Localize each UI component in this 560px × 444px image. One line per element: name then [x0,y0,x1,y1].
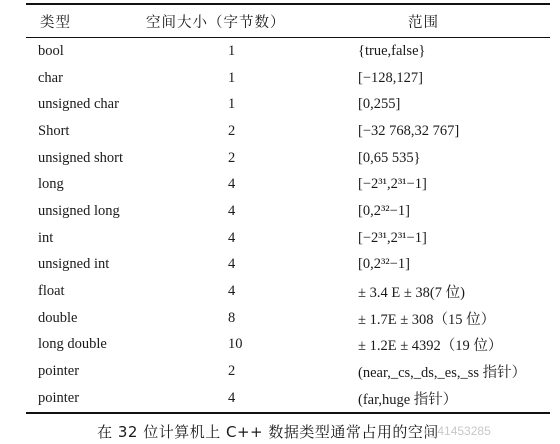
cell-type: long [38,176,64,193]
cell-type: unsigned int [38,256,110,273]
table-row [26,171,550,198]
table-row [26,278,550,305]
cell-size: 4 [228,283,236,300]
cell-range: (near,_cs,_ds,_es,_ss 指针） [358,365,527,382]
cell-size: 4 [228,229,236,246]
table-row [26,305,550,332]
cell-size: 1 [228,96,236,113]
table-row [26,385,550,413]
header-size: 空间大小（字节数） [146,4,336,38]
cell-size: 4 [146,385,336,413]
cell-range: [−32 768,32 767] [358,122,460,139]
cell-size: 1 [228,69,236,86]
table-row [26,332,550,359]
cell-type: bool [38,42,64,59]
cell-type: double [38,309,78,326]
cell-type: char [38,69,63,86]
watermark: q_41453285 [424,424,491,438]
cell-type: unsigned long [38,202,120,219]
cell-range: [0,65 535} [358,149,421,166]
cell-type: long double [38,336,107,353]
table-row [26,198,550,225]
cell-range: [−128,127] [358,69,423,86]
cell-size: 2 [228,363,236,380]
table-row [26,118,550,145]
cell-range: ± 1.7E ± 308（15 位） [358,311,496,328]
cell-size: 4 [228,176,236,193]
cell-type: unsigned short [38,149,123,166]
cell-range: [0,255] [358,96,401,113]
cell-size: 4 [228,256,236,273]
header-type: 类型 [26,4,146,38]
cell-range: (far,huge 指针） [336,385,550,413]
cell-range: ± 3.4 E ± 38(7 位) [358,285,465,302]
table-header-row [26,4,550,38]
table-row [26,252,550,279]
cell-range: ± 1.2E ± 4392（19 位） [358,338,503,355]
cell-size: 2 [228,149,236,166]
table-row [26,65,550,92]
table-row [26,91,550,118]
cell-range: [−2³¹,2³¹−1] [358,176,427,193]
cell-type: Short [38,122,70,139]
cell-type: pointer [26,385,146,413]
cell-type: pointer [38,363,80,380]
cell-range: [−2³¹,2³¹−1] [358,229,427,246]
caption-text: 在 32 位计算机上 C++ 数据类型通常占用的空间 [97,423,439,441]
table-row [26,358,550,385]
header-range: 范围 [336,4,550,38]
cell-range: [0,2³²−1] [358,202,410,219]
cell-range: {true,false} [358,42,426,59]
cell-range: [0,2³²−1] [358,256,410,273]
cell-type: unsigned char [38,96,119,113]
data-types-table-container [26,3,550,414]
cell-size: 10 [228,336,243,353]
cell-size: 1 [228,42,236,59]
cell-size: 4 [228,202,236,219]
table-row [26,38,550,65]
cell-size: 8 [228,309,236,326]
data-types-table [26,3,550,414]
cell-type: int [38,229,54,246]
table-row [26,145,550,172]
table-row [26,225,550,252]
cell-size: 2 [228,122,236,139]
cell-type: float [38,283,65,300]
